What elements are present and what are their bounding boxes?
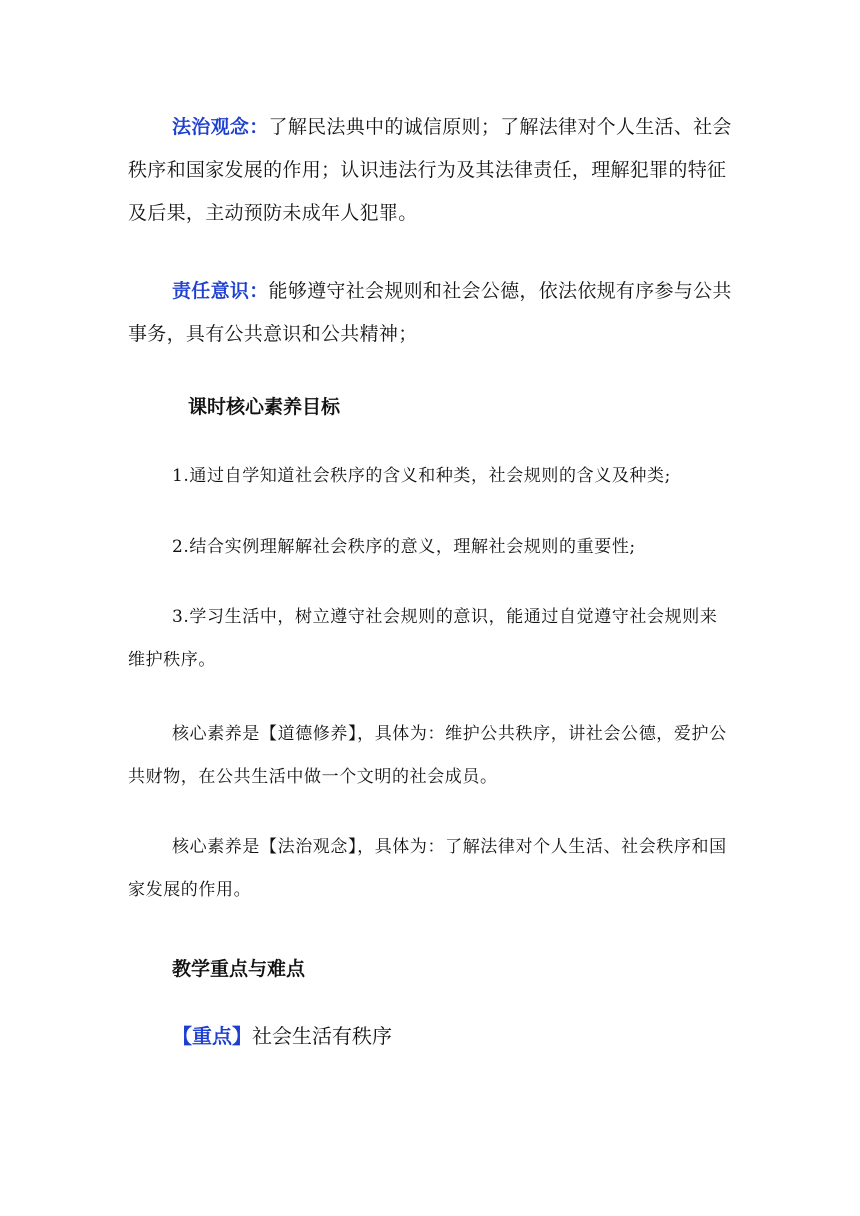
core-literacy-law: 核心素养是【法治观念】，具体为：了解法律对个人生活、社会秩序和国家发展的作用。 <box>128 837 727 900</box>
responsibility-paragraph <box>128 270 733 356</box>
goal-item-3: 3.学习生活中，树立遵守社会规则的意识，能通过自觉遵守社会规则来维护秩序。 <box>128 607 718 670</box>
lesson-goals-heading: 课时核心素养目标 <box>188 396 341 418</box>
rule-of-law-paragraph <box>128 106 733 235</box>
core-literacy-moral: 核心素养是【道德修养】，具体为：维护公共秩序，讲社会公德，爱护公共财物，在公共生活中做一个文明的社会成员。 <box>128 724 727 787</box>
rule-of-law-text: 了解民法典中的诚信原则；了解法律对个人生活、社会秩序和国家发展的作用；认识违法行为及其法律责任，理解犯罪的特征及后果，主动预防未成年人犯罪。 <box>128 116 732 224</box>
key-point-text: 社会生活有秩序 <box>252 1024 392 1048</box>
key-point-label: 【重点】 <box>172 1024 252 1048</box>
responsibility-text: 能够遵守社会规则和社会公德，依法依规有序参与公共事务，具有公共意识和公共精神； <box>128 280 732 345</box>
goal-item-2: 2.结合实例理解解社会秩序的意义，理解社会规则的重要性; <box>172 537 636 557</box>
goal-item-1: 1.通过自学知道社会秩序的含义和种类，社会规则的含义及种类; <box>172 466 671 486</box>
rule-of-law-label: 法治观念： <box>172 116 269 138</box>
key-point-line <box>172 1020 392 1052</box>
responsibility-label: 责任意识： <box>172 280 269 302</box>
key-points-heading: 教学重点与难点 <box>172 958 306 980</box>
